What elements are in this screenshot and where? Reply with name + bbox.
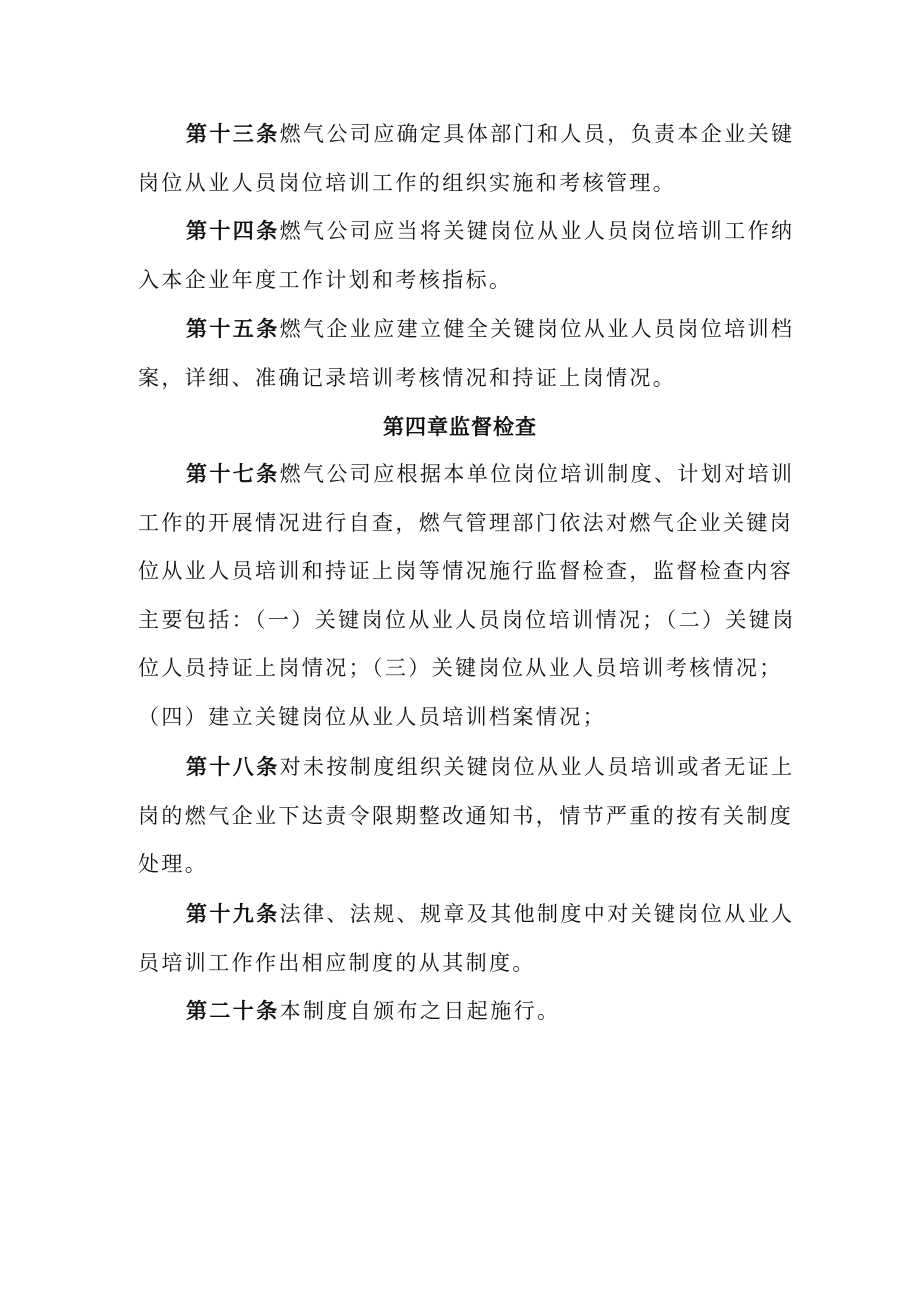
article-text: 法律、法规、规章及其他制度中对关键岗位从业人员培训工作作出相应制度的从其制度。 (138, 902, 795, 975)
chapter-title: 第四章监督检查 (383, 414, 537, 439)
article-13 (138, 110, 798, 207)
article-14 (138, 207, 798, 304)
article-number: 第十八条 (186, 754, 280, 779)
article-number: 第十四条 (186, 218, 280, 243)
article-20 (138, 987, 798, 1036)
article-text: 燃气企业应建立健全关键岗位从业人员岗位培训档案，详细、准确记录培训考核情况和持证上岗情况。 (138, 317, 795, 390)
article-number: 第二十条 (186, 998, 280, 1023)
article-number: 第十五条 (186, 316, 280, 341)
article-text: 本制度自颁布之日起施行。 (279, 999, 561, 1023)
article-text: 燃气公司应当将关键岗位从业人员岗位培训工作纳入本企业年度工作计划和考核指标。 (138, 219, 795, 292)
article-text: 对未按制度组织关键岗位从业人员培训或者无证上岗的燃气企业下达责令限期整改通知书，情节严重的按有关制度处理。 (138, 755, 795, 876)
article-19 (138, 890, 798, 987)
article-text: 燃气公司应根据本单位岗位培训制度、计划对培训工作的开展情况进行自查，燃气管理部门依法对燃气企业关键岗位从业人员培训和持证上岗等情况施行监督检查，监督检查内容主要包括：（一）关键岗位从业人员岗位培训情况；（二）关键岗位人员持证上岗情况；（三）关键岗位从业人员培训考核情况；（四）建立关键岗位从业人员培训档案情况； (138, 462, 796, 729)
article-text: 燃气公司应确定具体部门和人员，负责本企业关键岗位从业人员岗位培训工作的组织实施和考核管理。 (138, 122, 795, 195)
article-number: 第十三条 (186, 121, 280, 146)
article-17 (138, 450, 798, 741)
article-number: 第十九条 (186, 901, 280, 926)
article-18 (138, 743, 798, 889)
article-15 (138, 305, 798, 402)
article-number: 第十七条 (186, 461, 280, 486)
